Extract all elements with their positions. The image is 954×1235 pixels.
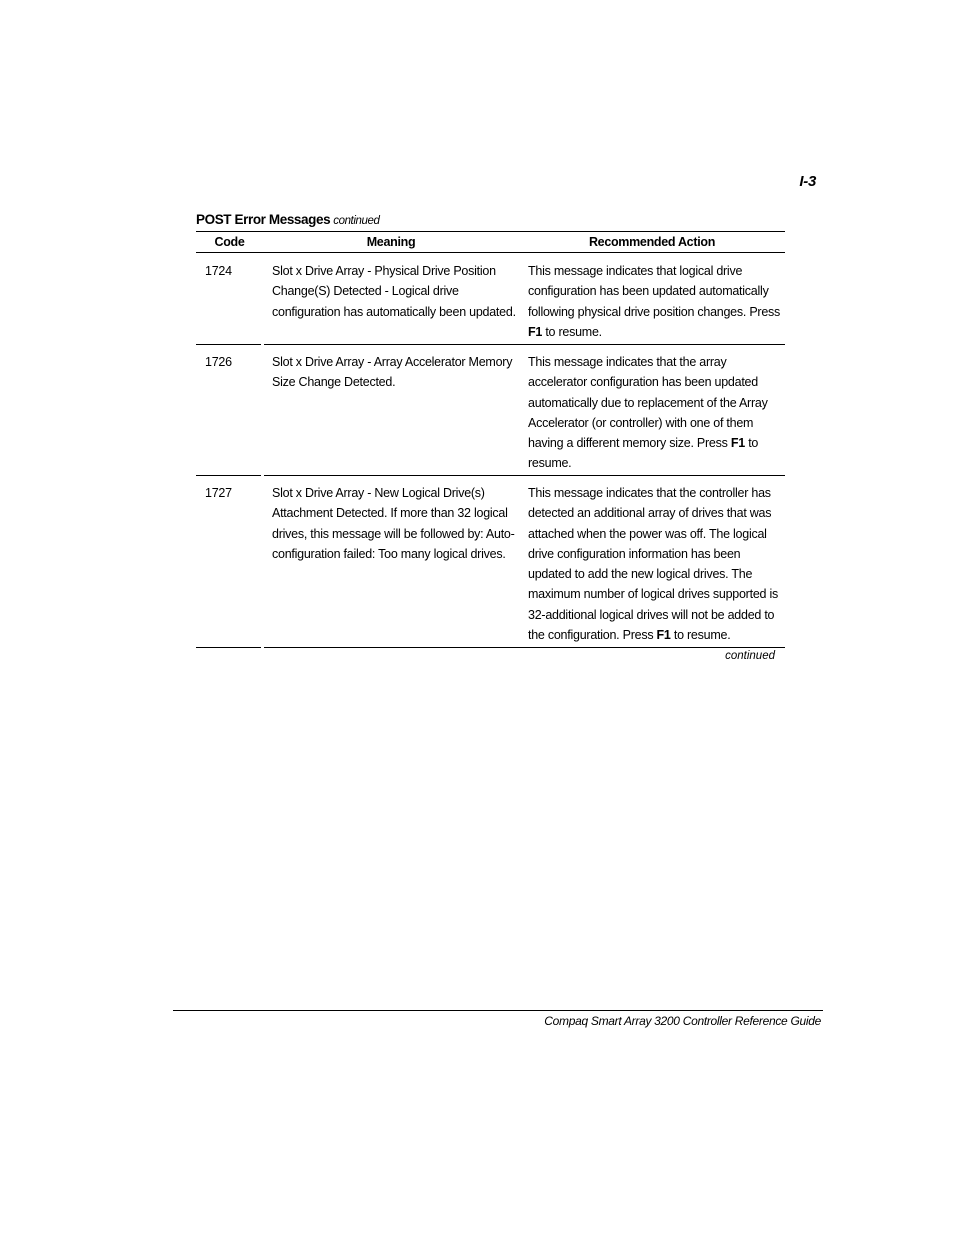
header-code: Code: [214, 235, 245, 249]
key-f1: F1: [528, 324, 543, 339]
action-text: This message indicates that the array accelerator configuration has been updated automatically due to replacement of the Array Accelerator (or controller) with one of them having a different memory size. Press: [528, 355, 768, 451]
row-action: [528, 483, 783, 645]
row-divider: [264, 647, 785, 648]
table-title: POST Error Messages: [196, 212, 331, 227]
table-row: [196, 345, 785, 476]
row-meaning: Slot x Drive Array - New Logical Drive(s) Attachment Detected. If more than 32 logical drives, this message will be followed by: Auto-configuration failed: Too many logical drives.: [272, 486, 515, 561]
header-meaning: Meaning: [366, 235, 416, 249]
row-action: [528, 261, 783, 342]
key-f1: F1: [730, 436, 745, 451]
footer-rule: [173, 1010, 823, 1011]
table-header: [196, 231, 785, 253]
continued-note: continued: [725, 650, 775, 662]
action-text: This message indicates that logical drive configuration has been updated automatically following physical drive position changes. Press: [528, 264, 781, 319]
action-text-end: to resume.: [542, 324, 602, 339]
row-code: 1726: [205, 355, 232, 369]
post-error-table: [196, 231, 785, 648]
row-meaning: Slot x Drive Array - Physical Drive Position Change(S) Detected - Logical drive configuration has automatically been updated.: [272, 264, 516, 319]
page-number: I-3: [799, 173, 816, 190]
table-row: [196, 476, 785, 648]
row-code: 1724: [205, 264, 232, 278]
header-action: Recommended Action: [588, 235, 716, 249]
row-meaning: Slot x Drive Array - Array Accelerator Memory Size Change Detected.: [272, 355, 513, 390]
row-divider: [196, 647, 261, 648]
action-text: This message indicates that the controller has detected an additional array of drives that was attached when the power was off. The logical drive configuration information has been updated to add the new logical drives. The maximum number of logical drives supported is 32-additional logical drives will not be added to the configuration. Press: [528, 486, 778, 643]
footer-title: Compaq Smart Array 3200 Controller Reference Guide: [544, 1014, 821, 1028]
row-code: 1727: [205, 486, 232, 500]
table-caption: [196, 212, 380, 227]
row-action: [528, 352, 783, 474]
key-f1: F1: [656, 628, 671, 643]
action-text-end: to resume.: [670, 628, 731, 643]
table-row: [196, 253, 785, 345]
action-text-end: to resume.: [528, 436, 759, 471]
table-title-continued: continued: [333, 215, 380, 227]
